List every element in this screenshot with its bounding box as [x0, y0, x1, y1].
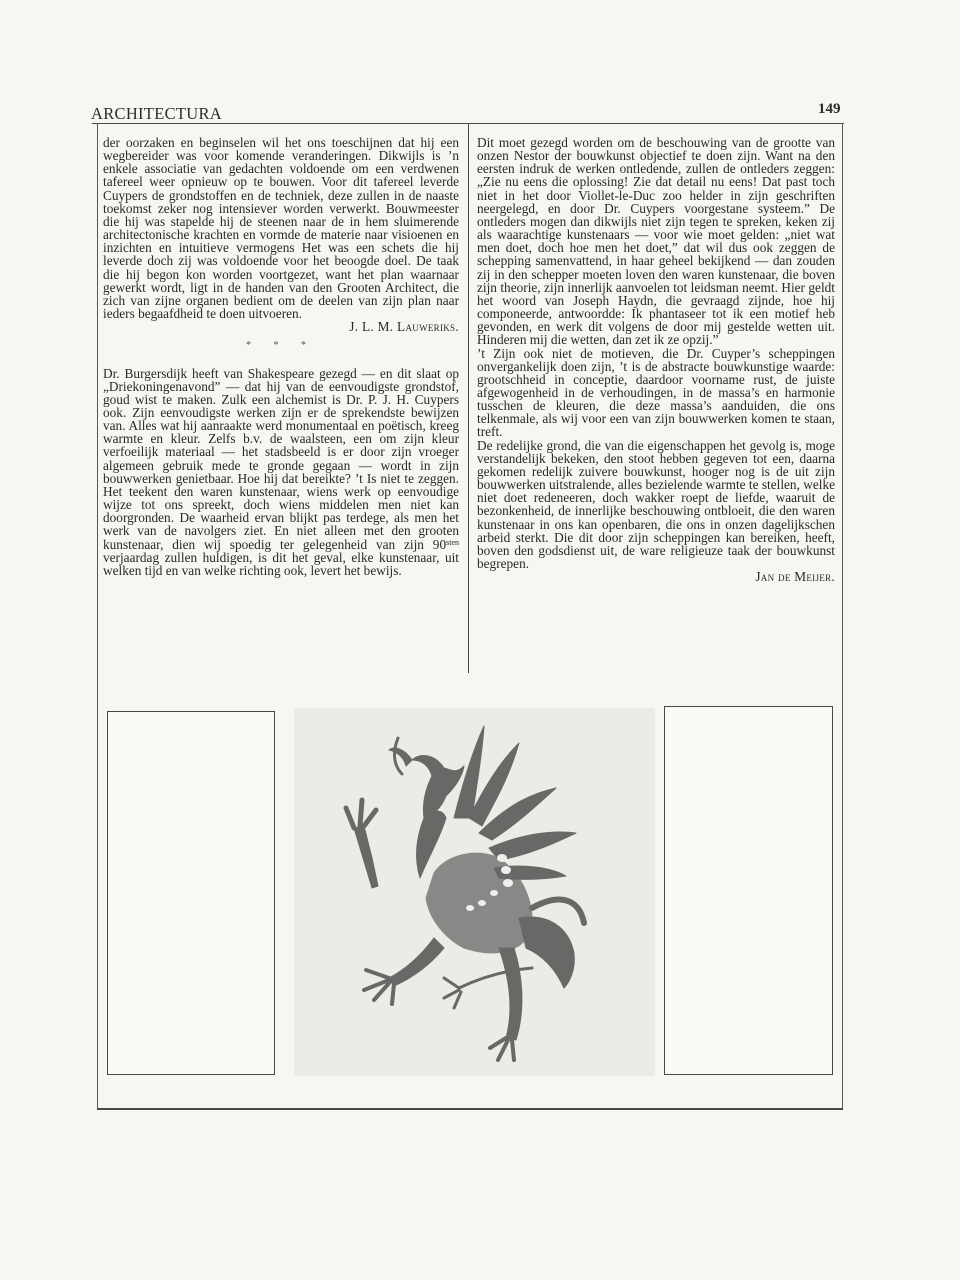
motieven-paragraph: ’t Zijn ook niet de motieven, die Dr. Cuyper’s scheppingen onvergankelijk doen zijn, ’t is de abstracte bouwkunstige waarde: grootschheid in conceptie, daardoor voorname rust, de juiste afgewogenheid in de verhoudingen, in de massa’s en harmonie tusschen de kleuren, die deze massa’s aanduiden, die ons telkenmale, als wij voor een van zijn bouwwerken komen te staan, treft.	[477, 345, 835, 440]
paragraph-text: Dr. Burgersdijk heeft van Shakespeare gezegd — en dit slaat op „Driekoningenavond” — dat hij van de eenvoudigste grondstof, goud wist te maken. Zulk een alchemist is Dr. P. J. H. Cuypers ook. Zijn eenvoudigste werken zijn er de sprekendste bewijzen van. Alles wat hij aanraakte werd monumentaal en poëtisch, kreeg warmte en kleur. Zelfs b.v. de waalsteen, een om zijn kleur verfoeilijk materiaal — het stadsbeeld is er door zijn vroeger algemeen gebruik mede te gronde gegaan — wordt in zijn bouwwerken genietbaar. Hoe hij dat bereikte? ’t Is niet te zeggen. Het teekent den waren kunstenaar, wiens werk op eenvoudige wijze tot ons spreekt, doch wiens middelen men niet kan doorgronden. De waarheid ervan blijkt pas terdege, als men het werk van de navolgers ziet. En niet alleen met den grooten kunstenaar, dien wij spoedig ter gelegenheid van zijn 90	[103, 365, 459, 552]
griffin-hind-leg	[499, 948, 522, 1040]
griffin-haunch	[519, 917, 574, 988]
lauweriks-paragraph: der oorzaken en beginselen wil het ons toeschijnen dat hij een wegbereider was voor komende veranderingen. Dikwijls is ’n enkele associatie van gedachten voldoende om een verdwenen tafereel weer opnieuw op te bouwen. Voor dit tafereel leverde Cuypers de grondstoffen en de techniek, deze zullen in de naaste toekomst zeker nog intensiever worden verwerkt. Bouwmeester die hij was stapelde hij de steenen naar de in hem sluimerende architectonische krachten en vormde de materie naar visioenen en inzichten en intuitieve vermogens Het was een schets die hij leverde doch zij was voldoende voor het beoogde doel. De taak die hij begon kon worden voortgezet, want het plan waarnaar gewerkt wordt, ligt in de handen van den Grooten Architect, die zich van zijne organen bedient om de deelen van zijn plan naar ieders begaafdheid te doen uitvoeren.	[103, 135, 459, 322]
griffin-foreleg-raised	[354, 826, 378, 888]
empty-frame-right	[664, 706, 833, 1075]
column-divider	[468, 123, 469, 673]
ordinal-superscript: sten	[446, 537, 459, 547]
griffin-foreleg-lower	[389, 938, 444, 986]
redelijke-grond-paragraph: De redelijke grond, die van die eigenschappen het gevolg is, moge verstandelijk bekeken, den stoot hebben gegeven tot een, daarna gekomen redelijk zuivere bouwkunst, hooger nog is de uit zijn bouwwerken uitstralende, alles bezielende warmte te stellen, welke niet doet redeneeren, doch wakker roept de liefde, waaruit de bezonkenheid, de innerlijke beschouwing ontbloeit, die den waren kunstenaar in ons kan openbaren, die ons in onzen dagelijkschen arbeid sterkt. Die dit door zijn scheppingen kan bereiken, heeft, boven den godsdienst uit, de ware religieuze taak der bouwkunst begrepen.	[477, 437, 835, 571]
signature-lauweriks: J. L. M. Lauweriks.	[349, 319, 459, 335]
paragraph-text-continued: verjaardag zullen huldigen, is dit het geval, elke kunstenaar, uit welken tijd en van welke richting ook, levert het bewijs.	[103, 549, 459, 578]
griffin-beak	[389, 748, 412, 766]
section-separator: * * *	[246, 340, 316, 352]
running-title: ARCHITECTURA	[91, 104, 223, 123]
signature-de-meijer: Jan de Meijer.	[755, 569, 835, 585]
griffin-illustration	[294, 708, 655, 1076]
burgersdijk-paragraph	[103, 367, 459, 578]
page-number: 149	[818, 101, 841, 117]
right-column	[477, 136, 835, 583]
empty-frame-left	[107, 711, 275, 1075]
griffin-drawing	[294, 708, 655, 1076]
left-column	[103, 136, 459, 577]
nestor-paragraph: Dit moet gezegd worden om de beschouwing van de grootte van onzen Nestor der bouwkunst objectief te doen zijn. Want na den eersten indruk de werken ontledende, zullen de ontleders zeggen: „Zie nu eens die oplossing! Zie dat detail nu eens! Dat past toch niet in het door Viollet-le-Duc zoo helder in zijn geschriften neergelegd, en door Dr. Cuypers voorgestane systeem.” De ontleders mogen dan dikwijls niet zijn tegen te spreken, keken zij als waarachtige kunstenaars — voor wie moet gelden: „niet wat men doet, doch hoe men het doet,” dat wil dus ook zeggen de schepping samenvattend, in haar geheel bekijkend — dan zouden zij in den schepper moeten loven den waren kunstenaar, die boven zijn theorie, zijn innerlijk aanvoelen tot leidsman neemt. Hier geldt het woord van Joseph Haydn, die gevraagd zijnde, hoe hij componeerde, antwoordde: Ik phantaseer tot ik een motief heb gevonden, en werk dit volgens de door mij gestelde wetten uit. Hinderen mij die wetten, dan zet ik ze opzij.”	[477, 135, 835, 348]
